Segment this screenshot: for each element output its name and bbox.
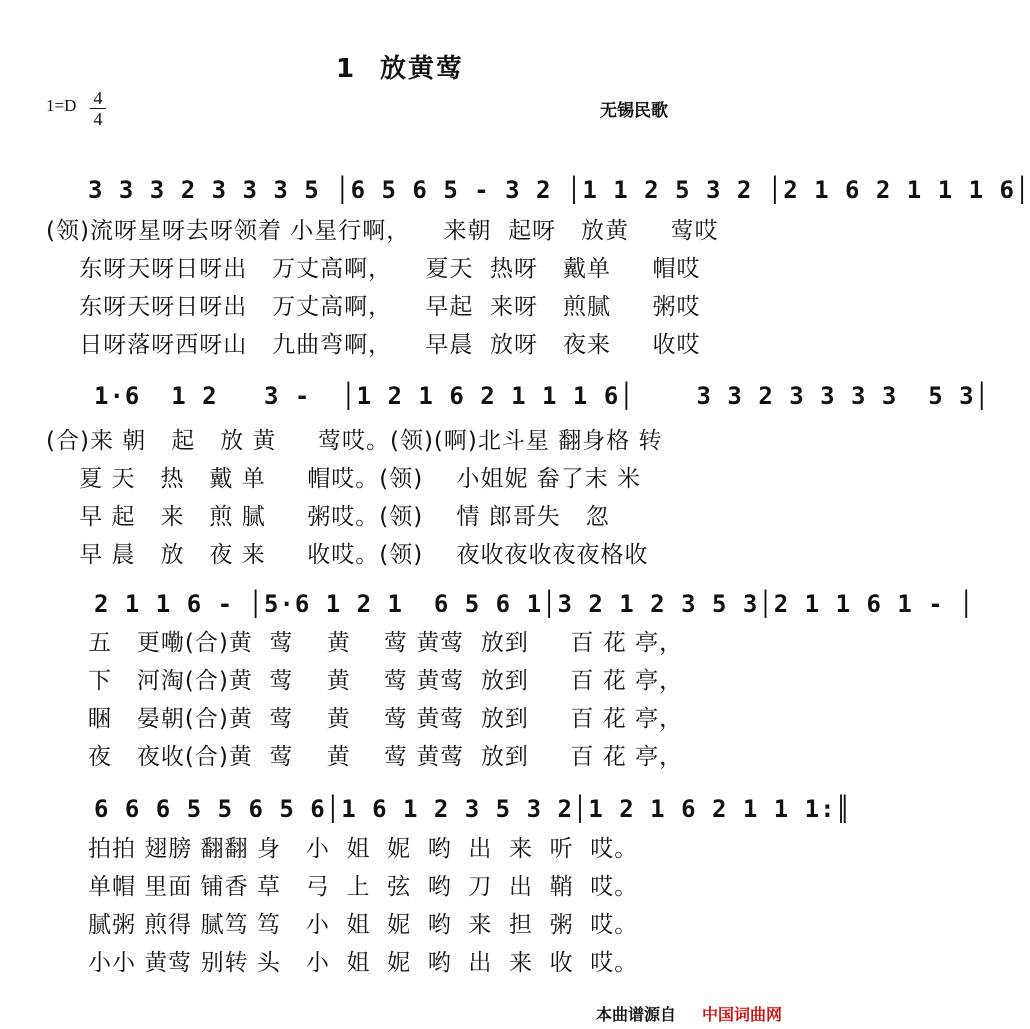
lyric-line: 小小 黄莺 别转 头 小 姐 妮 哟 出 来 收 哎。 <box>88 950 639 976</box>
lyric-line: 腻粥 煎得 腻笃 笃 小 姐 妮 哟 来 担 粥 哎。 <box>88 912 639 938</box>
page-title <box>0 48 800 85</box>
song-number: 1 <box>335 54 357 84</box>
composer: 无锡民歌 <box>600 101 668 121</box>
time-top: 4 <box>93 88 103 108</box>
lyric-line: 睏 晏朝(合)黄 莺 黄 莺 黄莺 放到 百 花 亭， <box>88 706 684 732</box>
lyric-line: 早 晨 放 夜 来 收哎。(领) 夜收夜收夜夜格收 <box>46 542 649 568</box>
lyric-line: 东呀天呀日呀出 万丈高啊， 早起 来呀 煎腻 粥哎 <box>46 294 701 320</box>
lyric-line: 拍拍 翅膀 翻翻 身 小 姐 妮 哟 出 来 听 哎。 <box>88 836 639 862</box>
notation-line: 2 1 1 6 - │5·6 1 2 1 6 5 6 1│3 2 1 2 3 5 3│2 1 1 6 1 - │ <box>94 590 975 618</box>
system-4 <box>94 795 851 825</box>
notation-line: 3 3 3 2 3 3 3 5 │6 5 6 5 - 3 2 │1 1 2 5 3 2 │2 1 6 2 1 1 1 6│ <box>88 176 1030 204</box>
song-title: 放黄莺 <box>380 54 465 84</box>
notation-line: 1·6 1 2 3 - │1 2 1 6 2 1 1 1 6│ 3 3 2 3 3 3 3 5 3│ <box>94 382 991 410</box>
system-2-lyrics <box>46 422 663 568</box>
lyric-line: 夜 夜收(合)黄 莺 黄 莺 黄莺 放到 百 花 亭， <box>88 744 684 770</box>
lyric-line: 下 河淘(合)黄 莺 黄 莺 黄莺 放到 百 花 亭， <box>88 668 684 694</box>
lyric-line: (领)流呀星呀去呀领着 小星行啊， 来朝 起呀 放黄 莺哎 <box>46 218 719 244</box>
lyric-line: 东呀天呀日呀出 万丈高啊， 夏天 热呀 戴单 帽哎 <box>46 256 701 282</box>
system-1-lyrics <box>46 212 719 358</box>
system-3-lyrics <box>88 624 683 770</box>
system-4-lyrics <box>88 830 638 976</box>
system-2 <box>94 382 990 412</box>
time-bottom: 4 <box>90 108 106 129</box>
lyric-line: 单帽 里面 铺香 草 弓 上 弦 哟 刀 出 鞘 哎。 <box>88 874 639 900</box>
key-signature: 1=D <box>46 96 77 115</box>
lyric-line: 五 更嘞(合)黄 莺 黄 莺 黄莺 放到 百 花 亭， <box>88 630 684 656</box>
notation-line: 6 6 6 5 5 6 5 6│1 6 1 2 3 5 3 2│1 2 1 6 2 1 1 1:║ <box>94 795 852 823</box>
lyric-line: (合)来 朝 起 放 黄 莺哎。(领)(啊)北斗星 翻身格 转 <box>46 428 663 454</box>
time-signature <box>90 88 106 129</box>
source-label: 本曲谱源自 <box>596 1005 677 1024</box>
lyric-line: 早 起 来 煎 腻 粥哎。(领) 情 郎哥失 忽 <box>46 504 610 530</box>
system-3 <box>94 590 975 620</box>
lyric-line: 日呀落呀西呀山 九曲弯啊， 早晨 放呀 夜来 收哎 <box>46 332 701 358</box>
system-1 <box>88 176 1030 206</box>
site-name-link[interactable]: 中国词曲网 <box>702 1005 783 1024</box>
lyric-line: 夏 天 热 戴 单 帽哎。(领) 小姐妮 畚了末 米 <box>46 466 642 492</box>
